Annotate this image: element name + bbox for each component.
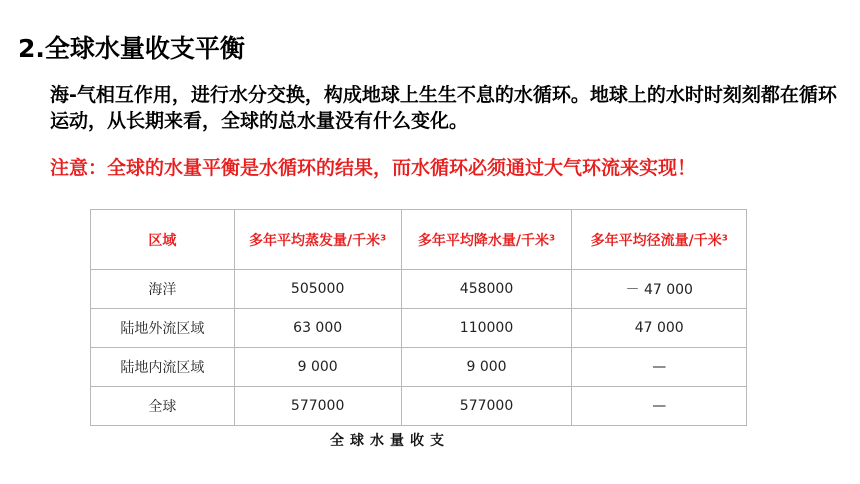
table-cell: 9 000 bbox=[234, 348, 401, 387]
table-cell: 海洋 bbox=[91, 270, 235, 309]
slide-title: 2.全球水量收支平衡 bbox=[18, 34, 245, 63]
table-row bbox=[91, 348, 747, 387]
table-cell: — bbox=[572, 387, 747, 426]
table-cell: 577000 bbox=[234, 387, 401, 426]
table-cell: 577000 bbox=[401, 387, 572, 426]
table-cell: — bbox=[572, 348, 747, 387]
table-cell: 458000 bbox=[401, 270, 572, 309]
table-row bbox=[91, 309, 747, 348]
table-row bbox=[91, 387, 747, 426]
table-cell: － 47 000 bbox=[572, 270, 747, 309]
header-precipitation: 多年平均降水量/千米³ bbox=[401, 210, 572, 270]
table-cell: 全球 bbox=[91, 387, 235, 426]
table-cell: 505000 bbox=[234, 270, 401, 309]
header-runoff: 多年平均径流量/千米³ bbox=[572, 210, 747, 270]
header-region: 区域 bbox=[91, 210, 235, 270]
header-evaporation: 多年平均蒸发量/千米³ bbox=[234, 210, 401, 270]
table-cell: 110000 bbox=[401, 309, 572, 348]
note-text: 注意：全球的水量平衡是水循环的结果，而水循环必须通过大气环流来实现！ bbox=[50, 157, 697, 179]
body-paragraph: 海-气相互作用，进行水分交换，构成地球上生生不息的水循环。地球上的水时时刻刻都在循环运动，从长期来看，全球的总水量没有什么变化。 bbox=[50, 84, 837, 132]
table-cell: 63 000 bbox=[234, 309, 401, 348]
table-cell: 陆地内流区域 bbox=[91, 348, 235, 387]
water-balance-table bbox=[90, 209, 747, 426]
table-cell: 47 000 bbox=[572, 309, 747, 348]
table-caption: 全球水量收支 bbox=[330, 433, 450, 449]
table-cell: 陆地外流区域 bbox=[91, 309, 235, 348]
table-cell: 9 000 bbox=[401, 348, 572, 387]
table-row bbox=[91, 270, 747, 309]
table-header-row bbox=[91, 210, 747, 270]
